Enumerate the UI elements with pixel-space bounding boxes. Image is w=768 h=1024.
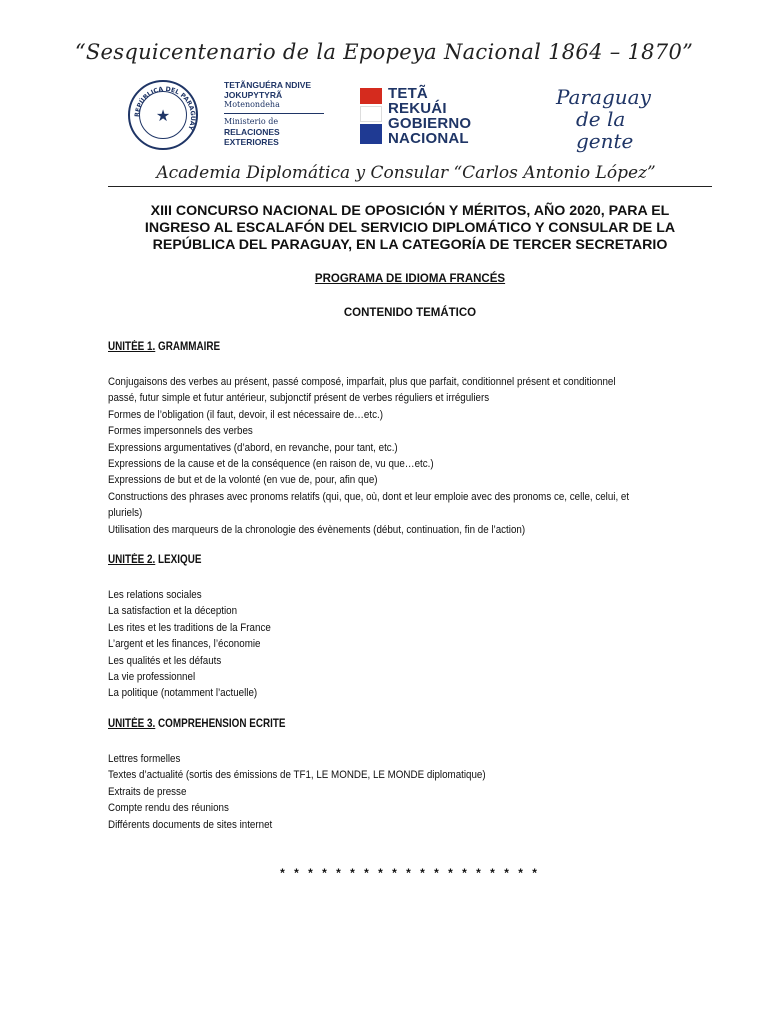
- list-item: Expressions de la cause et de la conséquence (en raison de, vu que…etc.): [108, 458, 434, 471]
- list-item: Formes impersonnels des verbes: [108, 425, 253, 438]
- gov-line-2: REKUÁI: [388, 100, 447, 117]
- list-item: Constructions des phrases avec pronoms relatifs (qui, que, où, dont et leur emploie avec des pronoms ce, celle, celui, et: [108, 490, 630, 503]
- ministry-line-1: TETÃNGUÉRA NDIVE: [224, 80, 312, 90]
- unit-3-list: [108, 751, 701, 833]
- program-heading: PROGRAMA DE IDIOMA FRANCÉS: [314, 273, 506, 285]
- seal-inner-ring: [139, 91, 187, 139]
- ministry-line-4: RELACIONES: [224, 127, 280, 137]
- list-item: Différents documents de sites internet: [108, 818, 273, 831]
- list-item: Les qualités et les défauts: [108, 654, 222, 667]
- list-item: Textes d’actualité (sortis des émissions de TF1, LE MONDE, LE MONDE diplomatique): [108, 769, 486, 782]
- unit-2-heading: [108, 554, 201, 566]
- unit-3-label: UNITÉE 3.: [108, 718, 156, 730]
- unit-1-list: [108, 374, 701, 538]
- unit-2-list: [108, 587, 701, 702]
- brand-line-2: de la gente: [576, 107, 634, 153]
- closing-stars: * * * * * * * * * * * * * * * * * * *: [280, 866, 540, 880]
- list-item: pluriels): [108, 507, 143, 520]
- list-item: Expressions de but et de la volonté (en vue de, pour, afin que): [108, 474, 378, 487]
- title-line: XIII CONCURSO NACIONAL DE OPOSICIÓN Y MÉRITOS, AÑO 2020, PARA EL: [150, 203, 670, 219]
- list-item: Les relations sociales: [108, 589, 202, 601]
- flag-icon: [360, 88, 382, 144]
- unit-1-label: UNITÉE 1.: [108, 341, 156, 353]
- ministry-logo-block: [224, 80, 334, 147]
- ministry-divider: [224, 113, 324, 114]
- unit-1-heading: [108, 341, 220, 353]
- brand-line-1: Paraguay: [556, 85, 651, 109]
- list-item: Expressions argumentatives (d’abord, en revanche, pour tant, etc.): [108, 441, 398, 454]
- content-heading: CONTENIDO TEMÁTICO: [343, 307, 477, 319]
- brand-logo-block: [556, 86, 666, 152]
- list-item: Extraits de presse: [108, 785, 187, 798]
- list-item: La politique (notamment l’actuelle): [108, 687, 258, 700]
- header-divider: [108, 186, 712, 187]
- ministry-line-2: Motenondeha: [224, 100, 280, 109]
- academy-name: Academia Diplomática y Consular “Carlos Antonio López”: [156, 163, 656, 183]
- star-icon: ★: [155, 108, 171, 125]
- government-logo-block: [388, 86, 498, 146]
- unit-2-label: UNITÉE 2.: [108, 554, 156, 566]
- list-item: Lettres formelles: [108, 753, 181, 765]
- list-item: Compte rendu des réunions: [108, 802, 229, 815]
- list-item: Les rites et les traditions de la France: [108, 621, 271, 634]
- seal-text: REPÚBLICA DEL PARAGUAY: [133, 85, 197, 131]
- unit-2-title: LEXIQUE: [155, 554, 202, 566]
- unit-3-title: COMPREHENSION ECRITE: [155, 718, 286, 730]
- unit-1-title: GRAMMAIRE: [155, 341, 221, 353]
- title-line: INGRESO AL ESCALAFÓN DEL SERVICIO DIPLOMÁTICO Y CONSULAR DE LA: [144, 220, 676, 236]
- gov-line-3: GOBIERNO: [388, 115, 472, 132]
- ministry-line-5: EXTERIORES: [224, 137, 279, 147]
- title-line: REPÚBLICA DEL PARAGUAY, EN LA CATEGORÍA DE TERCER SECRETARIO: [152, 237, 668, 253]
- list-item: Formes de l’obligation (il faut, devoir, il est nécessaire de…etc.): [108, 408, 383, 421]
- ministry-line-3: Ministerio de: [224, 117, 279, 126]
- gov-line-4: NACIONAL: [388, 130, 469, 147]
- gov-line-1: TETÃ: [388, 85, 428, 102]
- document-title: [108, 203, 712, 254]
- list-item: La vie professionnel: [108, 671, 196, 684]
- republic-seal-logo: [128, 80, 198, 150]
- list-item: Utilisation des marqueurs de la chronologie des évènements (début, continuation, fin de l’action): [108, 523, 526, 536]
- list-item: passé, futur simple et futur antérieur, subjonctif présent de verbes réguliers et irréguliers: [108, 392, 490, 405]
- list-item: Conjugaisons des verbes au présent, passé composé, imparfait, plus que parfait, conditionnel présent et conditionnel: [108, 376, 616, 388]
- unit-3-heading: [108, 718, 286, 730]
- list-item: La satisfaction et la déception: [108, 605, 238, 618]
- commemorative-motto: “Sesquicentenario de la Epopeya Nacional 1864 – 1870”: [74, 40, 694, 64]
- ministry-line-1b: JOKUPYTYRÃ: [224, 90, 283, 100]
- list-item: L’argent et les finances, l’économie: [108, 638, 261, 651]
